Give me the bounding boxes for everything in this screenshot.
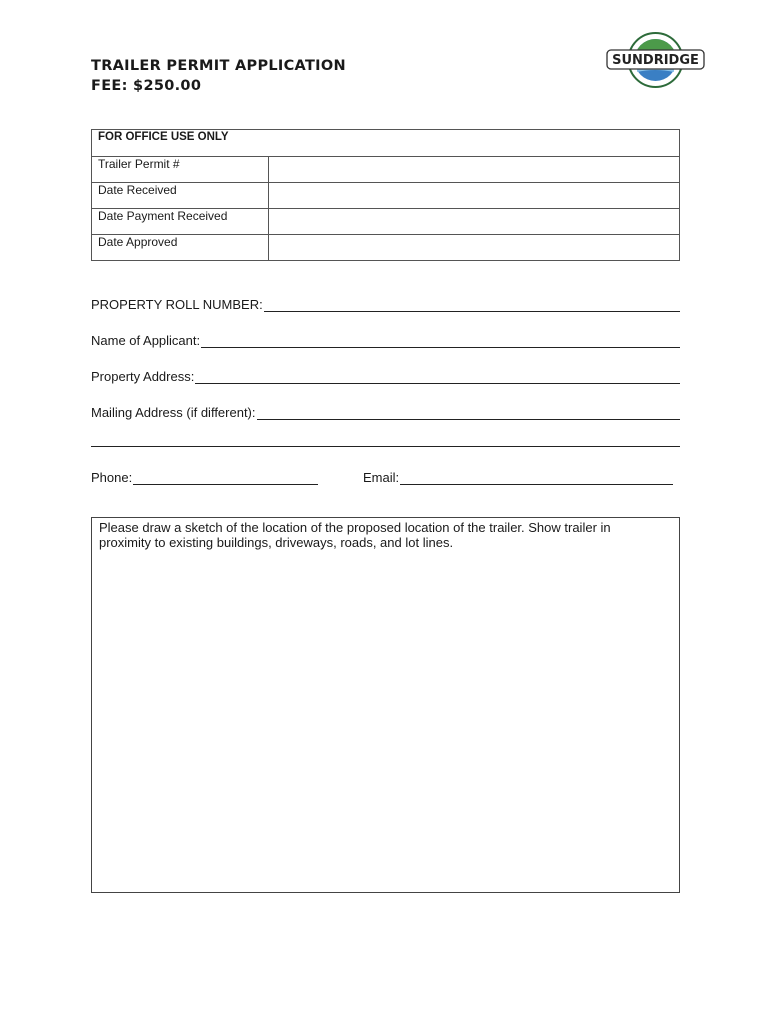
property-address-label: Property Address: (91, 369, 195, 384)
office-use-heading: FOR OFFICE USE ONLY (92, 130, 680, 157)
fee-label: FEE: $250.00 (91, 78, 202, 94)
phone-label: Phone: (91, 470, 133, 485)
sundridge-logo (605, 32, 706, 88)
property-address-row (91, 369, 680, 384)
property-address-field[interactable] (195, 369, 680, 384)
roll-number-field[interactable] (264, 297, 680, 312)
logo-text: SUNDRIDGE (612, 53, 699, 68)
trailer-permit-label: Trailer Permit # (92, 157, 269, 183)
mailing-address-line-2[interactable] (91, 446, 680, 447)
date-payment-value[interactable] (269, 209, 680, 235)
mailing-address-row (91, 405, 680, 420)
date-received-value[interactable] (269, 183, 680, 209)
email-row (363, 470, 673, 485)
title-block (91, 56, 346, 96)
mailing-address-field[interactable] (257, 405, 681, 420)
date-approved-label: Date Approved (92, 235, 269, 261)
applicant-field[interactable] (201, 333, 680, 348)
phone-row (91, 470, 318, 485)
mailing-address-label: Mailing Address (if different): (91, 405, 256, 420)
sketch-instructions: Please draw a sketch of the location of the proposed location of the trailer. Show trailer in proximity to existing buildings, driveways, roads, and lot lines. (99, 520, 611, 550)
phone-field[interactable] (133, 470, 318, 485)
roll-number-label: PROPERTY ROLL NUMBER: (91, 297, 263, 312)
sketch-area[interactable] (91, 517, 680, 893)
date-payment-label: Date Payment Received (92, 209, 269, 235)
roll-number-row (91, 297, 680, 312)
date-received-label: Date Received (92, 183, 269, 209)
form-title: TRAILER PERMIT APPLICATION (91, 58, 346, 74)
email-label: Email: (363, 470, 400, 485)
date-approved-value[interactable] (269, 235, 680, 261)
office-use-table (91, 129, 680, 261)
trailer-permit-value[interactable] (269, 157, 680, 183)
applicant-row (91, 333, 680, 348)
email-field[interactable] (400, 470, 673, 485)
applicant-label: Name of Applicant: (91, 333, 201, 348)
